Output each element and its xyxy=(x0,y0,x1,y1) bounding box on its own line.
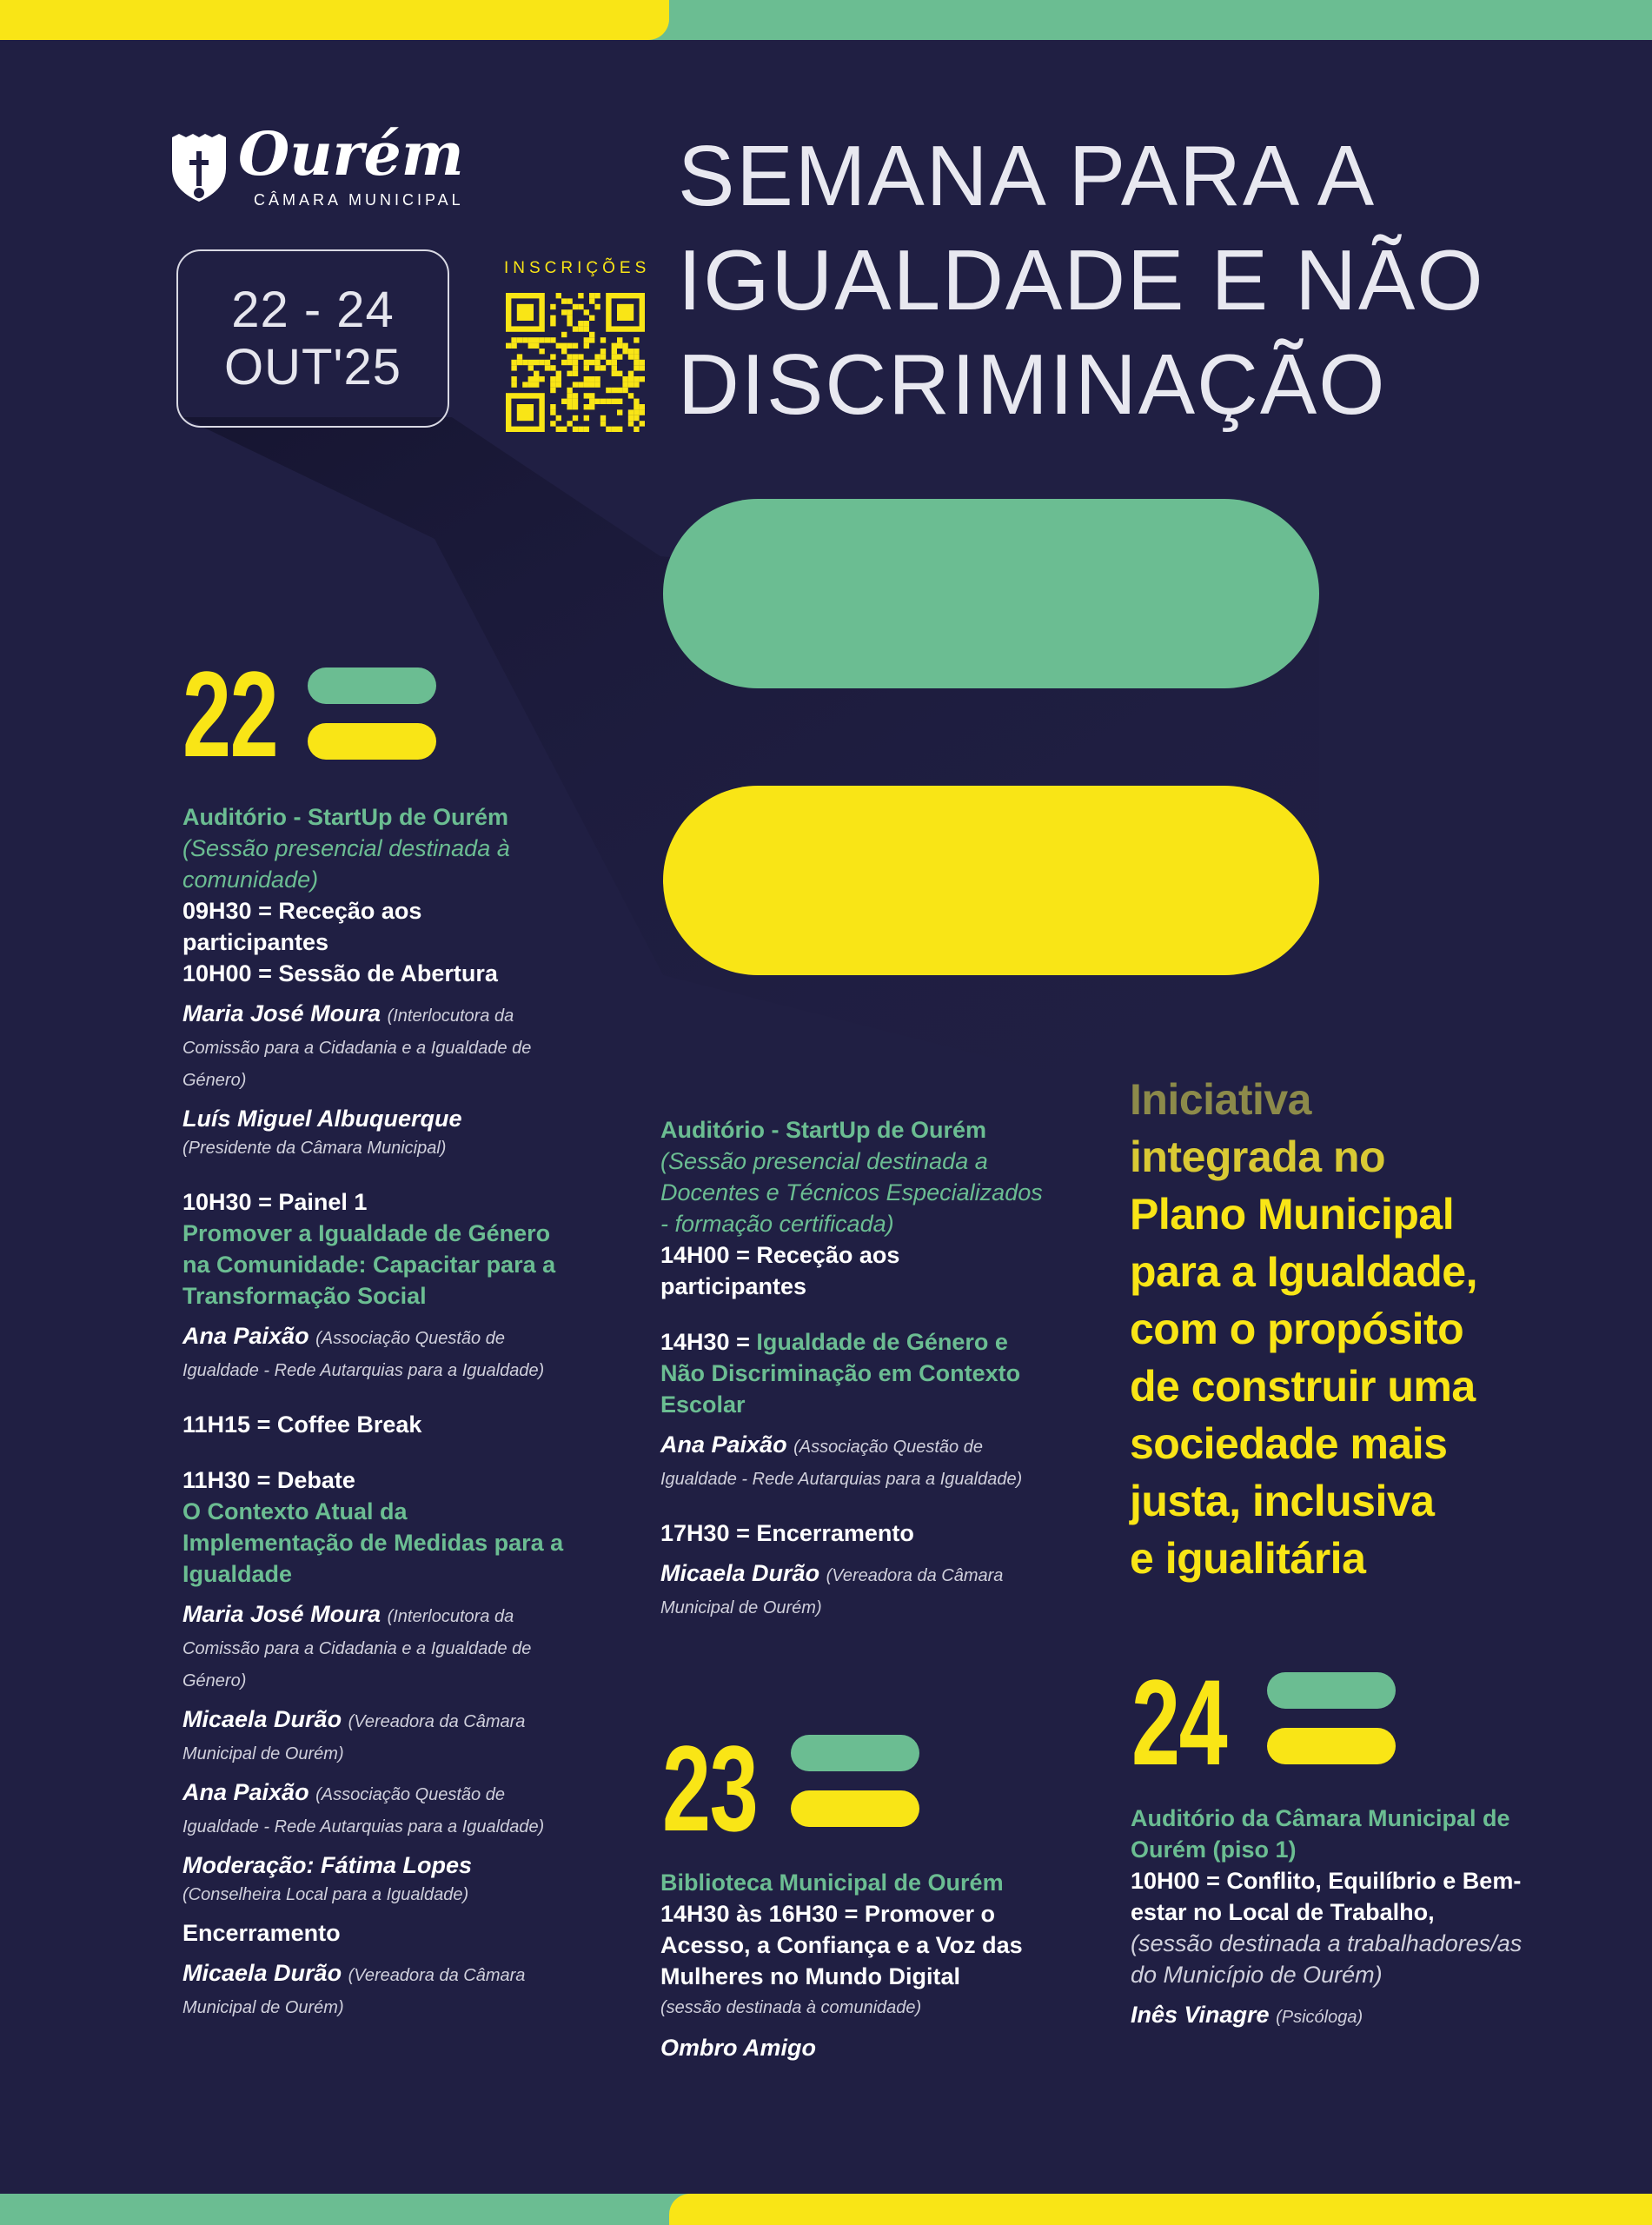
date-month: OUT'25 xyxy=(223,338,401,395)
speaker-role: (Associação Questão de Igualdade - Rede Autarquias para a Igualdade) xyxy=(182,1785,545,1836)
title-line-3: DISCRIMINAÇÃO xyxy=(678,336,1387,432)
speaker xyxy=(182,998,574,1094)
speaker-role: (Associação Questão de Igualdade - Rede Autarquias para a Igualdade) xyxy=(182,1329,545,1380)
moderator-role: (Conselheira Local para a Igualdade) xyxy=(182,1885,469,1904)
schedule-item: 11H30 = Debate xyxy=(182,1467,355,1493)
speaker-role: (Psicóloga) xyxy=(1276,2008,1363,2027)
schedule-item xyxy=(660,1326,1043,1420)
initiative-line: com o propósito xyxy=(1130,1305,1464,1353)
speaker-name: Maria José Moura xyxy=(182,1601,381,1627)
date-range: 22 - 24 xyxy=(231,281,395,338)
session-audience: (sessão destinada a trabalhadores/as do Município de Ourém) xyxy=(1131,1930,1523,1988)
day-24-green-pill xyxy=(1267,1672,1396,1709)
organization-name: Ombro Amigo xyxy=(660,2035,816,2061)
initiative-line: Plano Municipal xyxy=(1130,1190,1455,1239)
day-23-number: 23 xyxy=(662,1720,758,1856)
day-23-schedule xyxy=(660,1867,1043,2063)
schedule-item: Encerramento xyxy=(182,1920,341,1946)
day-22-afternoon-schedule xyxy=(660,1114,1043,1622)
day-24-yellow-pill xyxy=(1267,1728,1396,1764)
schedule-item: 10H00 = Sessão de Abertura xyxy=(182,960,498,986)
event-dates xyxy=(176,249,449,428)
speaker-name: Maria José Moura xyxy=(182,1000,381,1026)
initiative-statement xyxy=(1130,1071,1616,1587)
moderator xyxy=(182,1850,574,1909)
panel-title: Promover a Igualdade de Género na Comunidade: Capacitar para a Transformação Social xyxy=(182,1220,556,1309)
speaker-name: Micaela Durão xyxy=(182,1706,342,1732)
talk-time: 14H30 = xyxy=(660,1329,750,1355)
page-title xyxy=(678,123,1634,436)
speaker xyxy=(660,1558,1043,1622)
registration-label: INSCRIÇÕES xyxy=(504,259,651,277)
speaker-name: Luís Miguel Albuquerque xyxy=(182,1106,462,1132)
qr-code-icon[interactable] xyxy=(506,293,645,432)
initiative-line: e igualitária xyxy=(1130,1534,1366,1583)
speaker-name: Micaela Durão xyxy=(182,1960,342,1986)
venue: Auditório - StartUp de Ourém xyxy=(660,1117,987,1143)
day-22-number: 22 xyxy=(182,646,278,782)
initiative-line: Iniciativa xyxy=(1130,1075,1311,1124)
initiative-line: justa, inclusiva xyxy=(1130,1477,1435,1525)
speaker-name: Ana Paixão xyxy=(182,1323,309,1349)
speaker xyxy=(182,1957,574,2022)
day-22-morning-schedule xyxy=(182,801,574,2022)
schedule-item: 17H30 = Encerramento xyxy=(660,1520,914,1546)
speaker-role: (Vereadora da Câmara Municipal de Ourém) xyxy=(182,1966,526,2017)
brand-subtitle: CÂMARA MUNICIPAL xyxy=(254,191,464,209)
speaker-role: (Vereadora da Câmara Municipal de Ourém) xyxy=(660,1566,1004,1617)
day-22-yellow-pill xyxy=(308,723,436,760)
speaker xyxy=(182,1103,574,1162)
brand-name: Ourém xyxy=(238,120,464,189)
speaker xyxy=(182,1704,574,1768)
day-24-number: 24 xyxy=(1131,1654,1227,1790)
speaker-role: (Associação Questão de Igualdade - Rede Autarquias para a Igualdade) xyxy=(660,1438,1023,1489)
decorative-green-pill xyxy=(663,499,1319,688)
initiative-line: para a Igualdade, xyxy=(1130,1247,1477,1296)
day-22-green-pill xyxy=(308,668,436,704)
schedule-item: 14H00 = Receção aos participantes xyxy=(660,1242,900,1299)
title-line-2: IGUALDADE E NÃO xyxy=(678,232,1485,328)
initiative-line: de construir uma xyxy=(1130,1362,1476,1411)
shield-cross-icon xyxy=(170,134,228,203)
session-note: (sessão destinada à comunidade) xyxy=(660,1998,922,2017)
speaker xyxy=(182,1598,574,1695)
speaker-name: Ana Paixão xyxy=(660,1431,787,1458)
venue: Auditório - StartUp de Ourém xyxy=(182,804,509,830)
schedule-item: 09H30 = Receção aos participantes xyxy=(182,898,422,955)
title-line-1: SEMANA PARA A xyxy=(678,128,1377,223)
day-23-green-pill xyxy=(791,1735,919,1771)
speaker-role: (Presidente da Câmara Municipal) xyxy=(182,1139,447,1158)
day-23-yellow-pill xyxy=(791,1790,919,1827)
speaker-name: Inês Vinagre xyxy=(1131,2002,1270,2028)
speaker-name: Ana Paixão xyxy=(182,1779,309,1805)
speaker-name: Micaela Durão xyxy=(660,1560,820,1586)
decorative-yellow-pill xyxy=(663,786,1319,975)
venue: Auditório da Câmara Municipal de Ourém (piso 1) xyxy=(1131,1805,1510,1863)
speaker-role: (Interlocutora da Comissão para a Cidadania e a Igualdade de Género) xyxy=(182,1607,532,1690)
debate-title: O Contexto Atual da Implementação de Medidas para a Igualdade xyxy=(182,1498,564,1587)
moderator-name: Moderação: Fátima Lopes xyxy=(182,1852,473,1878)
schedule-item: 14H30 às 16H30 = Promover o Acesso, a Confiança e a Voz das Mulheres no Mundo Digital xyxy=(660,1901,1023,1989)
speaker xyxy=(1131,1999,1539,2031)
talk-title: Igualdade de Género e Não Discriminação em Contexto Escolar xyxy=(660,1329,1021,1418)
day-24-schedule xyxy=(1131,1803,1539,2031)
schedule-item: 10H00 = Conflito, Equilíbrio e Bem-estar no Local de Trabalho, xyxy=(1131,1868,1522,1925)
speaker xyxy=(182,1320,574,1385)
session-audience: (Sessão presencial destinada à comunidade) xyxy=(182,835,510,893)
schedule-item: 10H30 = Painel 1 xyxy=(182,1189,368,1215)
speaker xyxy=(182,1777,574,1841)
speaker-role: (Interlocutora da Comissão para a Cidadania e a Igualdade de Género) xyxy=(182,1006,532,1090)
speaker-role: (Vereadora da Câmara Municipal de Ourém) xyxy=(182,1712,526,1763)
schedule-item: 11H15 = Coffee Break xyxy=(182,1411,422,1438)
speaker xyxy=(660,1429,1043,1493)
ourem-logo xyxy=(170,120,466,213)
initiative-line: integrada no xyxy=(1130,1132,1386,1181)
venue: Biblioteca Municipal de Ourém xyxy=(660,1870,1004,1896)
session-audience: (Sessão presencial destinada a Docentes e Técnicos Especializados - formação certificada) xyxy=(660,1148,1043,1237)
initiative-line: sociedade mais xyxy=(1130,1419,1448,1468)
